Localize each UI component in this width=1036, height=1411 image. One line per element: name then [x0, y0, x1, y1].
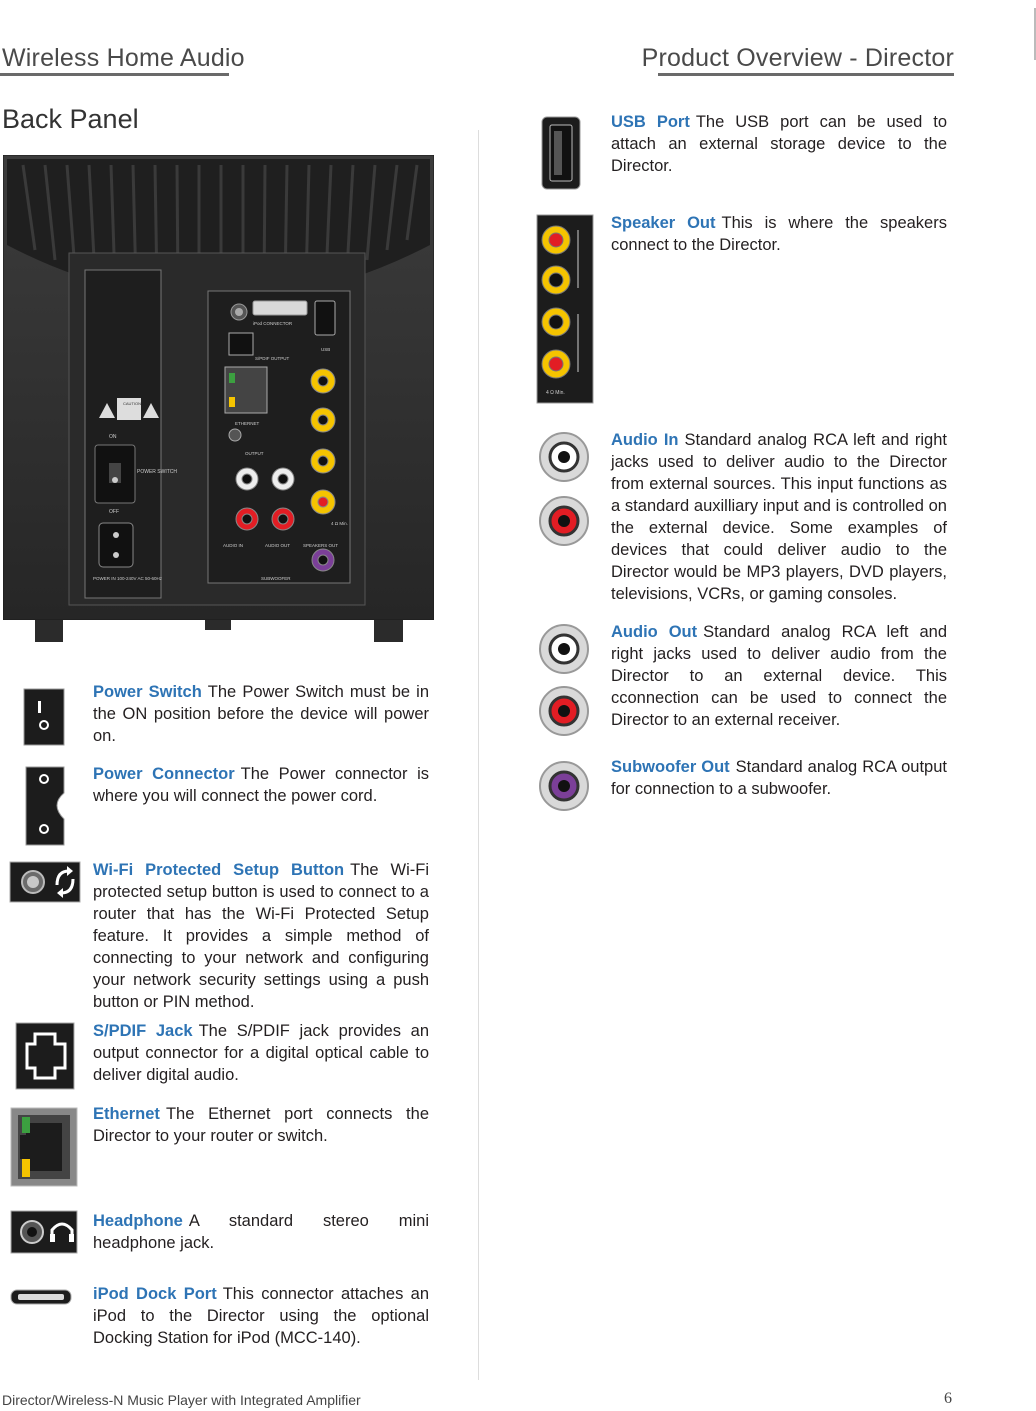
desc-ipod-dock-port	[93, 1283, 429, 1349]
panel-ethernet-label: ETHERNET	[235, 421, 260, 426]
term-headphone: Headphone	[93, 1212, 183, 1230]
power-switch-icon	[22, 687, 66, 747]
text-audio-out: Standard analog RCA left and right jacks used to deliver audio from the Director to an external device. This cconnection can be used to connect the Director to an external receiver.	[611, 623, 947, 729]
panel-power-switch-label: POWER SWITCH	[137, 469, 177, 475]
header-left-title: Wireless Home Audio	[2, 44, 245, 72]
text-power-switch: The Power Switch must be in the ON position before the device will power on.	[93, 683, 430, 745]
text-spdif-jack: The S/PDIF jack provides an output connector for a digital optical cable to deliver digital audio.	[93, 1022, 429, 1084]
panel-foot-left	[35, 620, 63, 642]
desc-spdif-jack	[93, 1020, 429, 1086]
term-audio-out: Audio Out	[611, 623, 698, 641]
column-divider	[478, 130, 479, 1380]
back-panel-illustration	[3, 155, 434, 620]
wps-button-icon	[9, 861, 81, 903]
panel-audio-out-label: AUDIO OUT	[265, 543, 291, 548]
desc-power-switch	[93, 681, 429, 747]
term-usb-port: USB Port	[611, 113, 690, 131]
text-wps-button: The Wi-Fi protected setup button is used to connect to a router that has the Wi-Fi Protected Setup feature. It provides a simple method of connecting to your network and configuring your network security settings using a push button or PIN method.	[93, 861, 429, 1011]
panel-power-in-label: POWER IN 100-240V AC 50-60Hz	[93, 576, 163, 581]
text-ipod-dock-port: This connector attaches an iPod to the Director using the optional Docking Station for iPod (MCC-140).	[93, 1285, 429, 1347]
ipod-dock-port-icon	[10, 1286, 72, 1308]
desc-audio-out	[611, 621, 947, 731]
desc-subwoofer-out	[611, 756, 947, 800]
page-number: 6	[944, 1390, 952, 1407]
subwoofer-out-jack-icon	[536, 758, 592, 814]
text-subwoofer-out: Standard analog RCA output for connection to a subwoofer.	[611, 758, 947, 798]
panel-off-label: OFF	[109, 509, 119, 515]
desc-headphone	[93, 1210, 429, 1254]
panel-ipod-label: iPod CONNECTOR	[253, 321, 293, 326]
panel-subwoofer-label: SUBWOOFER	[261, 576, 291, 581]
term-power-switch: Power Switch	[93, 683, 202, 701]
desc-speaker-out	[611, 212, 947, 256]
audio-in-jacks-icon	[536, 429, 592, 553]
footer-product-name: Director/Wireless-N Music Player with Integrated Amplifier	[2, 1392, 361, 1408]
header-right-title: Product Overview - Director	[641, 44, 954, 72]
header-rule-right	[658, 73, 954, 76]
power-connector-icon	[22, 763, 68, 849]
panel-output-label: OUTPUT	[245, 451, 264, 456]
section-title: Back Panel	[2, 104, 139, 134]
desc-power-connector	[93, 763, 429, 807]
text-headphone: A standard stereo mini headphone jack.	[93, 1212, 429, 1252]
speaker-ohm-label: 4 Ω Min.	[546, 390, 565, 396]
desc-wps-button	[93, 859, 429, 1013]
desc-audio-in	[611, 429, 947, 605]
text-audio-in: Standard analog RCA left and right jacks used to deliver audio to the Director from external sources. This input functions as a standard auxilliary input and is controlled on the external device. Some examples of devices that could deliver audio to the Director would be MP3 players, DVD players, televisions, VCRs, or gaming consoles.	[611, 431, 947, 603]
text-power-connector: The Power connector is where you will connect the power cord.	[93, 765, 429, 805]
panel-foot-center	[205, 620, 231, 630]
panel-on-label: ON	[109, 434, 117, 440]
term-speaker-out: Speaker Out	[611, 214, 716, 232]
panel-ohm-label: 4 Ω Min.	[331, 521, 348, 526]
header-rule-left	[0, 73, 229, 76]
term-wps-button: Wi-Fi Protected Setup Button	[93, 861, 345, 879]
spdif-jack-icon	[15, 1022, 75, 1090]
panel-usb-label: USB	[321, 347, 331, 352]
term-ipod-dock-port: iPod Dock Port	[93, 1285, 217, 1303]
term-audio-in: Audio In	[611, 431, 679, 449]
panel-speakers-out-label: SPEAKERS OUT	[303, 543, 339, 548]
panel-caution-label: CAUTION	[123, 401, 141, 406]
headphone-jack-icon	[10, 1210, 78, 1254]
ethernet-port-icon	[10, 1107, 78, 1187]
speaker-out-terminals-icon	[536, 214, 594, 404]
text-usb-port: The USB port can be used to attach an external storage device to the Director.	[611, 113, 948, 175]
desc-usb-port	[611, 111, 947, 177]
text-ethernet: The Ethernet port connects the Director to your router or switch.	[93, 1105, 429, 1145]
panel-foot-right	[374, 620, 403, 642]
panel-audio-in-label: AUDIO IN	[223, 543, 244, 548]
text-speaker-out: This is where the speakers connect to the Director.	[611, 214, 947, 254]
term-ethernet: Ethernet	[93, 1105, 160, 1123]
term-subwoofer-out: Subwoofer Out	[611, 758, 730, 776]
desc-ethernet	[93, 1103, 429, 1147]
term-spdif-jack: S/PDIF Jack	[93, 1022, 193, 1040]
panel-spdif-label: S/PDIF OUTPUT	[255, 356, 290, 361]
audio-out-jacks-icon	[536, 623, 592, 747]
usb-port-icon	[540, 115, 582, 191]
term-power-connector: Power Connector	[93, 765, 235, 783]
